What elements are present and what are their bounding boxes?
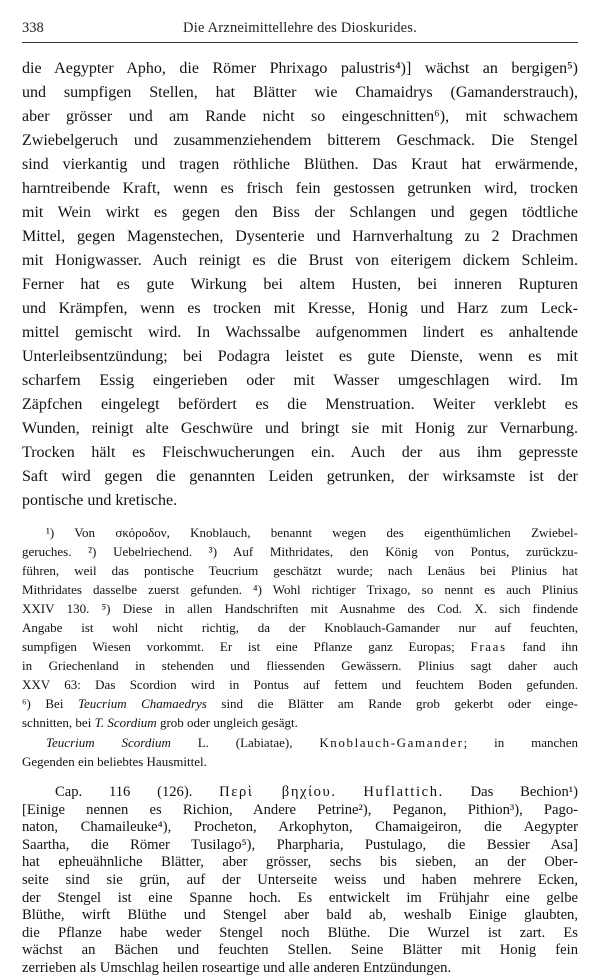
body-line: Zwiebelgeruch und zusammenziehendem bitterem Geschmack. Die Stengel bbox=[22, 132, 578, 149]
body-line: Unterleibsentzündung; bei Podagra leistet es gute Dienste, wenn es mit bbox=[22, 348, 578, 365]
body-line: Saft wird gegen die genannten Leiden getrunken, der wirksamste ist der bbox=[22, 468, 578, 485]
chapter-heading: Cap. 116 (126). Περὶ βηχίου. Huflattich. Das Bechion¹) bbox=[55, 784, 578, 800]
body-line: mittel gemischt wird. In Wachssalbe aufgenommen lindert es anhaltende bbox=[22, 324, 578, 341]
header-rule bbox=[22, 42, 578, 43]
species-name: Teucrium Chamaedrys bbox=[77, 696, 207, 711]
body-line: harntreibende Kraft, wenn es frisch fein gestossen getrunken wird, trocken bbox=[22, 180, 578, 197]
chapter-line: Saartha, die Römer Tusilago⁵), Pharpharia, Pustulago, die Bessier Asa] bbox=[22, 836, 578, 853]
chapter-greek-title: Περὶ βηχίου. bbox=[219, 784, 337, 800]
chapter-line: [Einige nennen es Richion, Andere Petrine²), Peganon, Pithion³), Pago- bbox=[22, 801, 578, 818]
spaced-name: Knoblauch-Gamander bbox=[319, 735, 464, 750]
footnote-line: geruches. ²) Uebelriechend. ³) Auf Mithridates, den König von Pontus, zurückzu- bbox=[22, 544, 578, 559]
footnote-line: XXIV 130. ⁵) Diese in allen Handschriften mit Ausnahme des Cod. X. sich findende bbox=[22, 601, 578, 616]
body-line: Mittel, gegen Magenstechen, Dysenterie und Harnverhaltung zu 2 Drachmen bbox=[22, 228, 578, 245]
chapter-line: naton, Chamaileuke⁴), Procheton, Arkophyton, Chamaigeiron, die Aegypter bbox=[22, 819, 578, 836]
body-line: die Aegypter Apho, die Römer Phrixago palustris⁴)] wächst an bergigen⁵) bbox=[22, 60, 578, 77]
body-line: aber grösser und am Rande nicht so eingeschnitten⁶), mit schwachem bbox=[22, 108, 578, 125]
body-line: Ferner hat es gute Wirkung bei altem Husten, bei inneren Rupturen bbox=[22, 276, 578, 293]
chapter-plant-name: Huflattich. bbox=[363, 784, 444, 800]
chapter-line: Blüthe, wirft Blüthe und Stengel aber bald ab, weshalb Einige glaubten, bbox=[22, 907, 578, 924]
footnote-line: sumpfigen Wiesen vorkommt. Er ist eine Pflanze ganz Europas; Fraas fand ihn bbox=[22, 639, 578, 654]
body-line: scharfem Essig eingerieben oder mit Wasser umgeschlagen wird. Im bbox=[22, 372, 578, 389]
greek-term: σκόροδον bbox=[115, 525, 167, 540]
chapter-line: der Stengel ist eine Spanne hoch. Es entwickelt im Frühjahr eine gelbe bbox=[22, 889, 578, 906]
body-line: sind vierkantig und tragen röthliche Blüthen. Das Kraut hat erwärmende, bbox=[22, 156, 578, 173]
body-line: pontische und kretische. bbox=[22, 492, 178, 509]
chapter-line: hat epheuähnliche Blätter, aber grösser, sechs bis sieben, an der Ober- bbox=[22, 854, 578, 871]
footnote-line: Teucrium Scordium L. (Labiatae), Knoblauch-Gamander; in manchen bbox=[46, 735, 578, 750]
footnote-line: XXV 63: Das Scordion wird in Pontus auf fettem und feuchtem Boden gefunden. bbox=[22, 677, 578, 692]
running-title: Die Arzneimittellehre des Dioskurides. bbox=[183, 20, 417, 36]
chapter-line: seite sind sie grün, auf der Unterseite weiss und haben mehrere Ecken, bbox=[22, 872, 578, 888]
species-name: Teucrium Scordium bbox=[46, 735, 171, 750]
page-number: 338 bbox=[22, 20, 44, 36]
footnote-line: schnitten, bei T. Scordium grob oder ungleich gesägt. bbox=[22, 715, 298, 730]
body-line: und sumpfigen Stellen, hat Blätter wie Chamaidrys (Gamanderstrauch), bbox=[22, 84, 578, 101]
body-line: Wunden, reinigt alte Geschwüre und bringt sie mit Honig zur Vernarbung. bbox=[22, 420, 578, 437]
footnote-line: führen, weil das pontische Teucrium geschätzt wurde; nach Lenäus bei Plinius hat bbox=[22, 563, 578, 578]
chapter-line: zerrieben als Umschlag heilen roseartige und alle anderen Entzündungen. bbox=[22, 960, 452, 976]
chapter-line: die Pflanze habe weder Stengel noch Blüthe. Die Wurzel ist zart. Es bbox=[22, 924, 578, 941]
body-line: Zäpfchen eingelegt befördert es die Menstruation. Weiter verklebt es bbox=[22, 396, 578, 413]
footnote-line: Angabe ist wohl nicht richtig, da der Knoblauch-Gamander nur auf feuchten, bbox=[22, 620, 578, 635]
body-line: mit Wein wirkt es gegen den Biss der Schlangen und gegen tödtliche bbox=[22, 204, 578, 221]
footnote-line: Gegenden ein beliebtes Hausmittel. bbox=[22, 754, 207, 769]
footnote-line: in Griechenland in stehenden und fliessenden Gewässern. Plinius sagt daher auch bbox=[22, 658, 578, 673]
footnote-line: ¹) Von σκόροδον, Knoblauch, benannt wegen des eigenthümlichen Zwiebel- bbox=[46, 525, 578, 540]
footnote-line: ⁶) Bei Teucrium Chamaedrys sind die Blätter am Rande grob gekerbt oder einge- bbox=[22, 696, 578, 711]
species-name: T. Scordium bbox=[94, 715, 157, 730]
body-line: mit Honigwasser. Auch reinigt es die Brust von eiterigem dickem Schleim. bbox=[22, 252, 578, 269]
body-line: Trocken hält es Fleischwucherungen ein. Auch der aus ihm gepresste bbox=[22, 444, 578, 461]
body-line: und Krämpfen, wenn es trocken mit Kresse, Honig und Harz zum Leck- bbox=[22, 300, 578, 317]
chapter-line: wächst an Bächen und feuchten Stellen. Seine Blätter mit Honig fein bbox=[22, 942, 578, 959]
footnote-line: Mithridates dasselbe zuerst gefunden. ⁴) Wohl richtiger Trixago, so nennt es auch Plinius bbox=[22, 582, 578, 597]
spaced-name: Fraas bbox=[470, 639, 507, 654]
chapter-number: Cap. 116 (126). bbox=[55, 784, 220, 800]
